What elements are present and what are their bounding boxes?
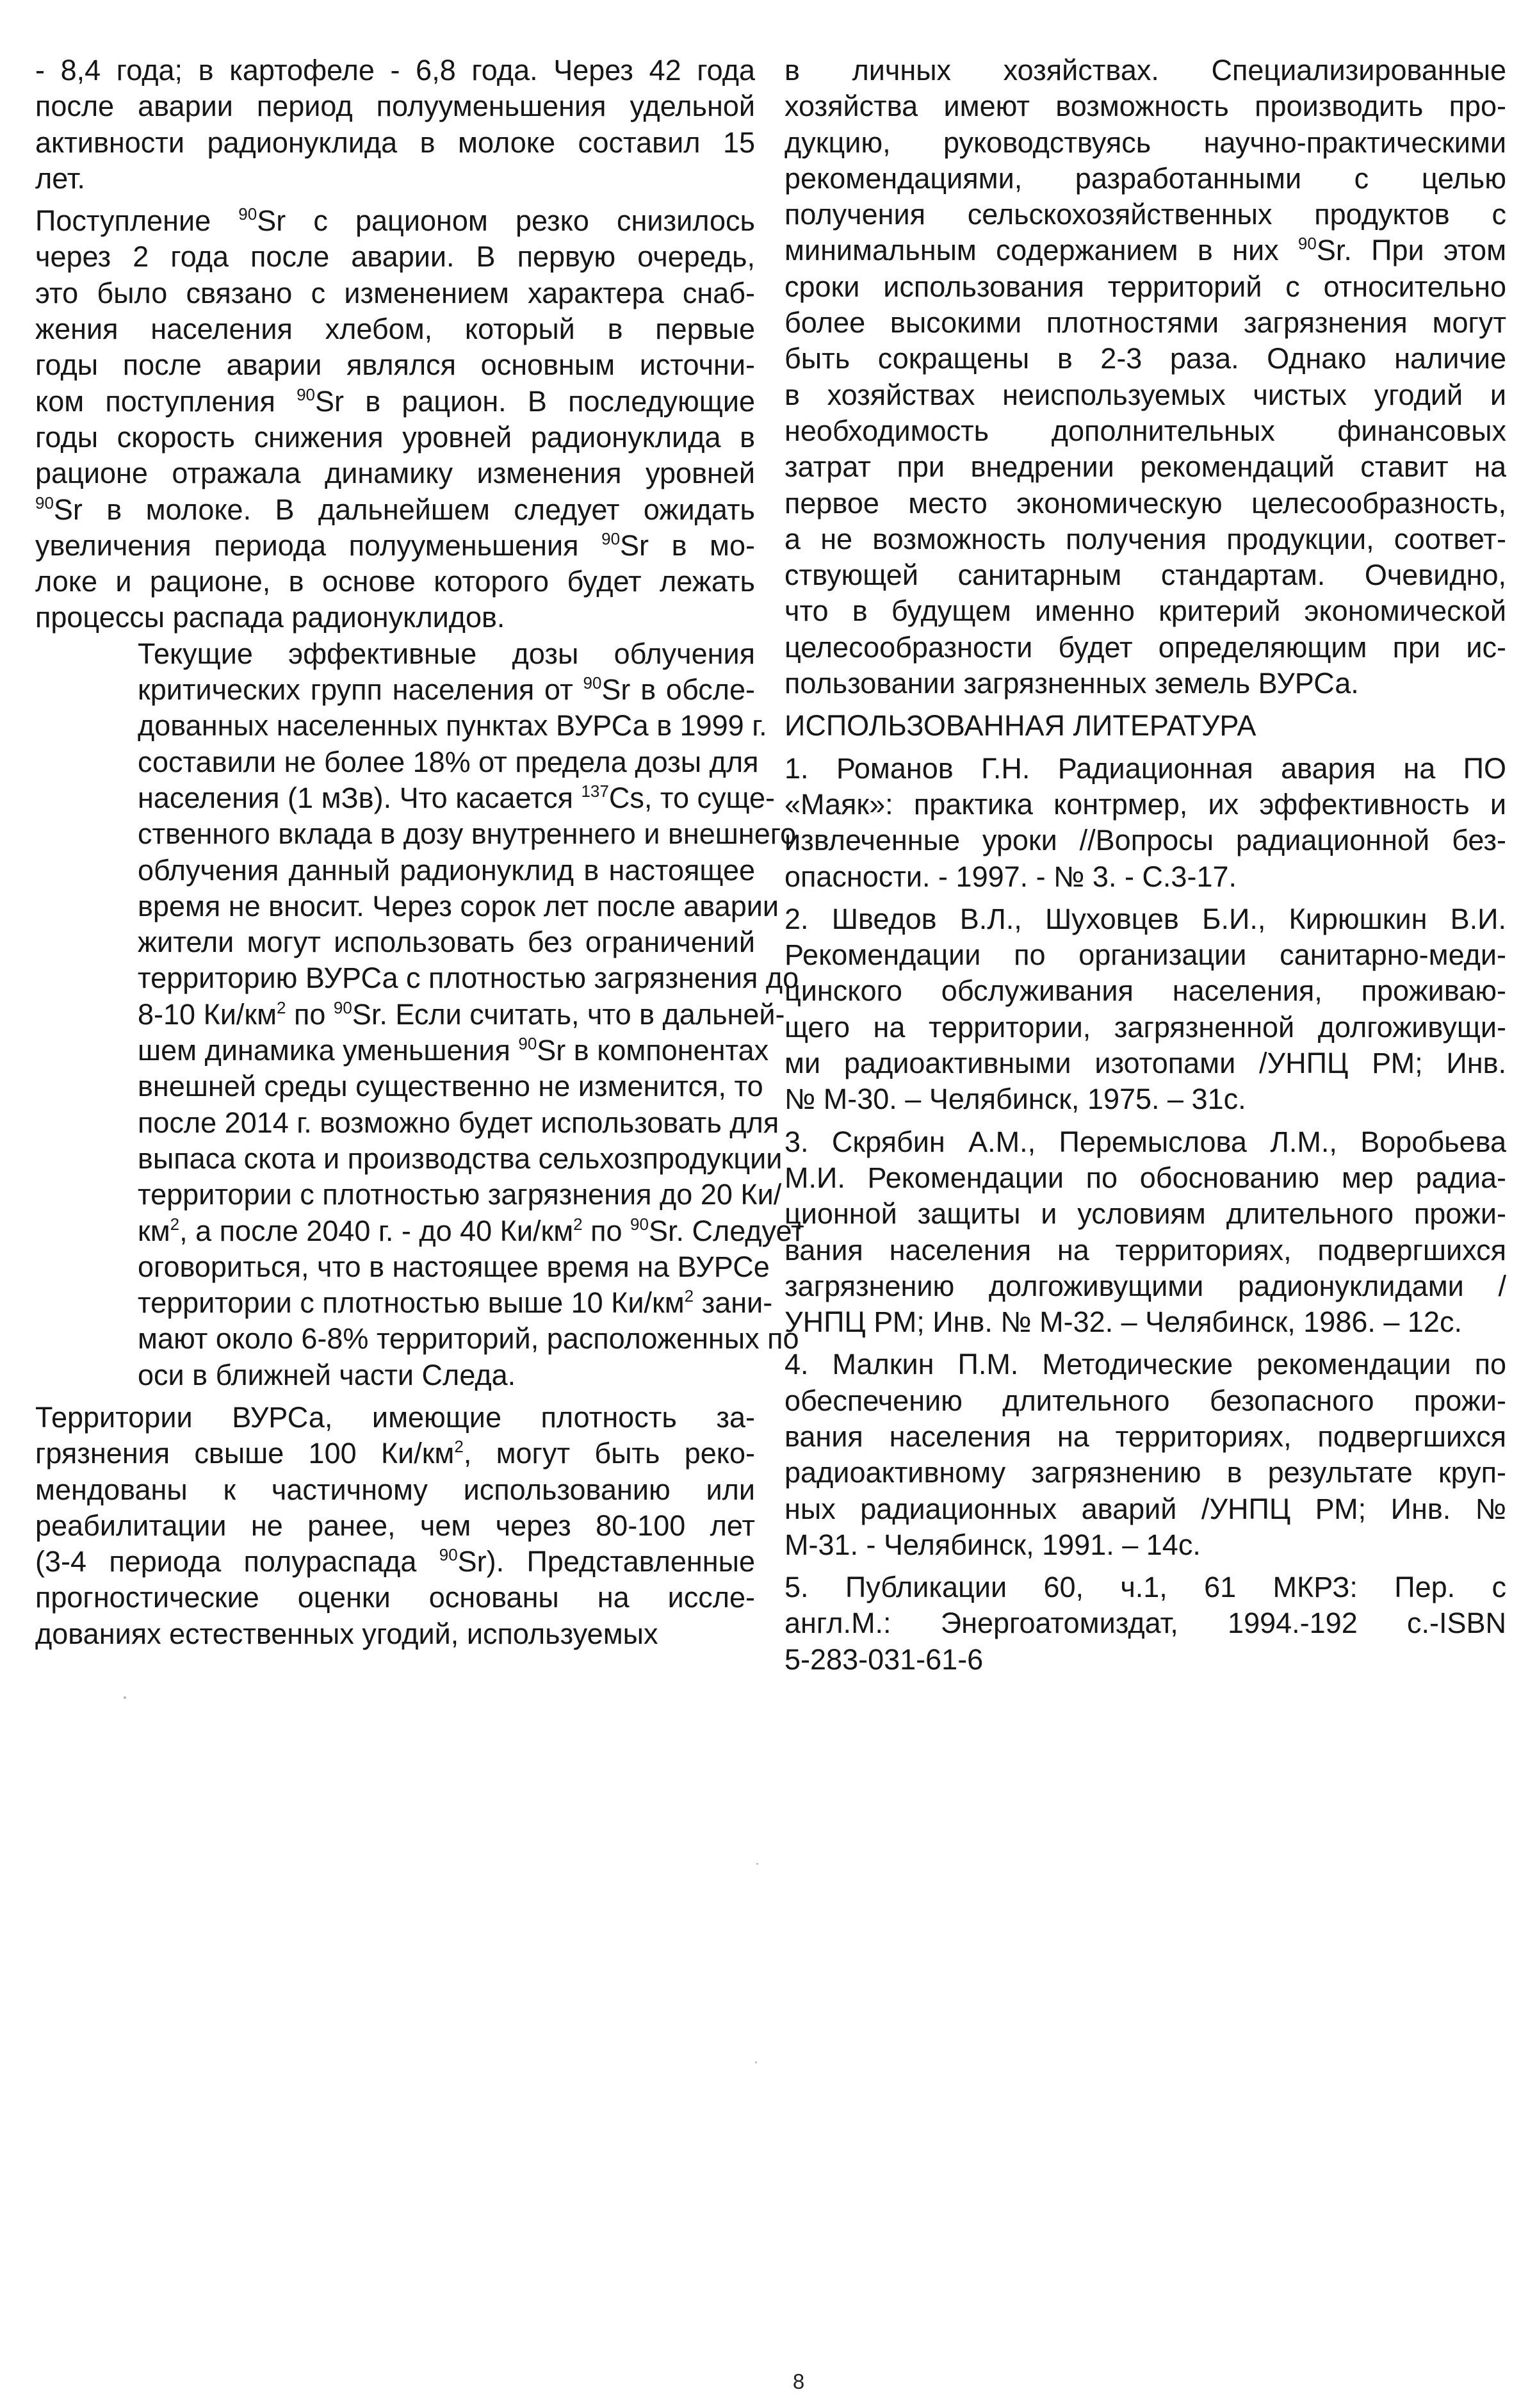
text-line <box>35 889 779 924</box>
text-segment: ствующей санитарным стандартам. Очевидно, <box>785 559 1506 592</box>
text-segment: зани- <box>694 1286 773 1320</box>
text-line <box>785 1196 1506 1232</box>
text-segment: Cs, то суще- <box>608 781 776 814</box>
paragraph <box>785 53 1506 701</box>
text-line <box>785 557 1506 593</box>
text-line <box>35 564 755 600</box>
text-line <box>785 1569 1506 1605</box>
right-text-column <box>785 53 1506 1678</box>
text-line <box>785 197 1506 233</box>
superscript: 2 <box>277 997 286 1017</box>
text-segment: опасности. - 1997. - № 3. - С.3-17. <box>785 860 1237 893</box>
text-segment: составили не более 18% от предела дозы для <box>138 745 759 778</box>
text-segment: минимальным содержанием в них <box>785 234 1298 267</box>
text-segment: по <box>286 997 334 1031</box>
text-line <box>785 1233 1506 1268</box>
text-segment: в хозяйствах неиспользуемых чистых угодий и <box>785 378 1506 411</box>
text-line <box>785 88 1506 124</box>
text-segment: дованных населенных пунктах ВУРСа в 1999 г. <box>138 709 767 742</box>
text-line <box>785 666 1506 701</box>
text-line <box>35 88 755 124</box>
text-line <box>785 823 1506 858</box>
text-line <box>785 1160 1506 1196</box>
text-segment: Sr. Если считать, что в дальней- <box>352 997 785 1031</box>
text-segment: мают около 6-8% территорий, расположенных по <box>138 1322 799 1356</box>
text-line <box>35 600 755 635</box>
text-segment: М.И. Рекомендации по обоснованию мер радиа- <box>785 1161 1506 1194</box>
text-segment: что в будущем именно критерий экономической <box>785 594 1506 628</box>
paragraph <box>785 1347 1506 1563</box>
text-line <box>35 672 755 708</box>
text-line <box>785 233 1506 268</box>
text-line <box>785 1527 1506 1563</box>
text-segment: внешней среды существенно не изменится, то <box>138 1070 763 1103</box>
text-line <box>35 1105 779 1141</box>
scan-speck <box>124 1696 126 1699</box>
text-line <box>785 1455 1506 1491</box>
text-segment: Территории ВУРСа, имеющие плотность за- <box>35 1400 755 1434</box>
superscript: 90 <box>601 528 621 548</box>
text-segment: прогностические оценки основаны на иссле- <box>35 1581 755 1614</box>
text-line <box>785 521 1506 557</box>
text-line <box>785 1491 1506 1527</box>
superscript: 90 <box>583 673 602 693</box>
superscript: 90 <box>35 493 54 512</box>
text-segment: - 8,4 года; в картофеле - 6,8 года. Через 42 года <box>35 54 755 86</box>
text-line <box>785 751 1506 787</box>
text-segment: «Маяк»: практика контрмер, их эффективность и <box>785 787 1506 821</box>
text-segment: дованиях естественных угодий, используемых <box>35 1617 658 1650</box>
text-segment: англ.М.: Энергоатомиздат, 1994.-192 с.-ISBN <box>785 1607 1506 1640</box>
text-line <box>785 1605 1506 1641</box>
text-segment: жения населения хлебом, который в первые <box>35 313 755 346</box>
text-line <box>785 937 1506 973</box>
page-number: 8 <box>792 2370 805 2393</box>
text-line <box>785 1268 1506 1304</box>
superscript: 90 <box>630 1214 649 1234</box>
text-line <box>785 973 1506 1009</box>
text-segment: , могут быть реко- <box>463 1437 755 1470</box>
text-line <box>785 269 1506 305</box>
text-line <box>35 384 755 420</box>
text-line <box>785 1304 1506 1340</box>
text-segment: территорию ВУРСа с плотностью загрязнения до <box>138 962 799 995</box>
text-segment: Текущие эффективные дозы облучения <box>138 637 755 670</box>
text-line <box>35 420 755 455</box>
text-segment: шем динамика уменьшения <box>138 1034 519 1067</box>
references-heading <box>785 708 1506 744</box>
text-line <box>35 347 755 383</box>
text-line <box>35 853 755 889</box>
text-segment: , а после 2040 г. - до 40 Ки/км <box>179 1214 574 1247</box>
text-segment: активности радионуклида в молоке составил 15 <box>35 126 755 159</box>
text-segment: радиоактивному загрязнению в результате круп- <box>785 1456 1506 1489</box>
text-segment: ИСПОЛЬЗОВАННАЯ ЛИТЕРАТУРА <box>785 709 1256 742</box>
text-segment: необходимость дополнительных финансовых <box>785 414 1506 447</box>
text-line <box>35 1616 755 1652</box>
text-line <box>35 924 755 960</box>
text-line <box>35 53 755 88</box>
text-line <box>35 492 755 528</box>
superscript: 90 <box>1297 234 1317 254</box>
text-segment: Sr в рацион. В последующие <box>315 384 755 418</box>
text-segment: Sr. Следует <box>648 1214 804 1247</box>
text-line <box>35 203 755 239</box>
text-segment: М-31. - Челябинск, 1991. – 14с. <box>785 1528 1201 1561</box>
text-segment: извлеченные уроки //Вопросы радиационной без- <box>785 824 1506 857</box>
text-segment: вания населения на территориях, подвергшихся <box>785 1420 1506 1453</box>
text-segment: рационе отражала динамику изменения уровней <box>35 457 755 490</box>
text-segment: 5-283-031-61-6 <box>785 1642 984 1676</box>
text-segment: загрязнению долгоживущими радионуклидами / <box>785 1269 1506 1302</box>
text-segment: затрат при внедрении рекомендаций ставит на <box>785 450 1506 484</box>
text-line <box>35 1436 755 1471</box>
text-segment: через 2 года после аварии. В первую очередь, <box>35 240 755 274</box>
text-segment: Поступление <box>35 204 239 238</box>
text-line <box>785 161 1506 197</box>
text-line <box>35 1213 804 1249</box>
superscript: 90 <box>333 997 352 1017</box>
text-segment: цинского обслуживания населения, проживаю- <box>785 974 1506 1008</box>
superscript: 90 <box>518 1034 537 1054</box>
text-segment: 2. Шведов В.Л., Шуховцев Б.И., Кирюшкин В.И. <box>785 902 1506 935</box>
text-segment: Sr в мо- <box>620 528 755 562</box>
text-segment: Sr с рационом резко снизилось <box>257 204 755 238</box>
paragraph <box>35 636 804 1393</box>
text-line <box>35 455 755 491</box>
text-segment: облучения данный радионуклид в настоящее <box>138 853 755 887</box>
text-segment: ком поступления <box>35 384 297 418</box>
text-segment: щего на территории, загрязненной долгоживущи- <box>785 1010 1506 1044</box>
superscript: 90 <box>238 204 257 224</box>
text-line <box>785 708 1506 744</box>
text-line <box>35 275 755 311</box>
text-line <box>35 1285 773 1321</box>
text-line <box>785 341 1506 377</box>
text-line <box>35 1357 755 1393</box>
paragraph <box>785 1569 1506 1678</box>
text-line <box>35 1544 755 1580</box>
text-segment: (3-4 периода полураспада <box>35 1545 439 1578</box>
scan-speck <box>756 1863 758 1865</box>
text-line <box>35 1249 770 1285</box>
superscript: 2 <box>454 1437 464 1457</box>
text-segment: км <box>138 1214 170 1247</box>
text-segment: хозяйства имеют возможность производить про- <box>785 90 1506 123</box>
text-line <box>35 1472 755 1508</box>
text-line <box>785 125 1506 161</box>
text-segment: выпаса скота и производства сельхозпродукции <box>138 1142 783 1175</box>
text-segment: увеличения периода полууменьшения <box>35 528 602 562</box>
text-line <box>785 1383 1506 1419</box>
text-line <box>35 1141 783 1177</box>
text-segment: это было связано с изменением характера снаб- <box>35 276 755 309</box>
text-line <box>785 1010 1506 1045</box>
text-line <box>35 1033 769 1069</box>
superscript: 2 <box>170 1214 180 1234</box>
text-segment: критических групп населения от <box>138 673 583 707</box>
text-line <box>35 1321 799 1357</box>
text-line <box>35 1400 755 1436</box>
text-segment: ных радиационных аварий /УНПЦ РМ; Инв. № <box>785 1492 1506 1525</box>
text-line <box>35 708 767 744</box>
text-segment: № М-30. – Челябинск, 1975. – 31с. <box>785 1083 1246 1116</box>
text-line <box>785 1081 1506 1117</box>
text-segment: Рекомендации по организации санитарно-меди- <box>785 938 1506 972</box>
text-line <box>35 1508 755 1544</box>
text-segment: территории с плотностью загрязнения до 20 Ки/ <box>138 1178 782 1211</box>
text-line <box>785 901 1506 937</box>
text-segment: 4. Малкин П.М. Методические рекомендации по <box>785 1348 1506 1381</box>
text-line <box>785 413 1506 449</box>
text-line <box>35 528 755 564</box>
text-line <box>785 859 1506 895</box>
text-segment: процессы распада радионуклидов. <box>35 601 505 634</box>
text-segment: после аварии период полууменьшения удельной <box>35 90 755 123</box>
text-line <box>785 1419 1506 1455</box>
text-segment: Sr в обсле- <box>601 673 755 707</box>
superscript: 2 <box>573 1214 583 1234</box>
text-line <box>785 593 1506 629</box>
text-line <box>785 1124 1506 1160</box>
left-text-column <box>35 53 804 1652</box>
text-line <box>35 1580 755 1616</box>
text-segment: мендованы к частичному использованию или <box>35 1473 755 1506</box>
text-line <box>785 305 1506 341</box>
paragraph <box>785 751 1506 895</box>
text-segment: а не возможность получения продукции, соответ- <box>785 522 1506 555</box>
text-segment: годы после аварии являлся основным источни- <box>35 348 755 382</box>
paragraph <box>35 53 755 197</box>
text-segment: время не вносит. Через сорок лет после аварии <box>138 889 779 922</box>
text-segment: населения (1 мЗв). Что касается <box>138 781 581 814</box>
superscript: 2 <box>684 1286 694 1306</box>
text-line <box>35 1069 763 1104</box>
text-segment: ционной защиты и условиям длительного прожи- <box>785 1197 1506 1231</box>
text-segment: ми радиоактивными изотопами /УНПЦ РМ; Инв. <box>785 1047 1506 1080</box>
text-line <box>35 960 799 996</box>
text-segment: локе и рационе, в основе которого будет лежать <box>35 565 755 598</box>
text-line <box>35 780 776 816</box>
text-line <box>35 636 755 672</box>
text-line <box>35 161 755 197</box>
text-line <box>785 1642 1506 1678</box>
text-segment: вания населения на территориях, подвергшихся <box>785 1233 1506 1266</box>
text-segment: годы скорость снижения уровней радионуклида в <box>35 420 755 454</box>
text-line <box>785 1045 1506 1081</box>
text-line <box>785 449 1506 485</box>
paragraph <box>35 203 755 636</box>
text-segment: пользовании загрязненных земель ВУРСа. <box>785 667 1359 700</box>
text-line <box>35 311 755 347</box>
text-segment: 5. Публикации 60, ч.1, 61 МКРЗ: Пер. с <box>785 1571 1506 1604</box>
text-segment: 8-10 Ки/км <box>138 997 277 1031</box>
text-line <box>35 239 755 275</box>
text-segment: быть сокращены в 2-3 раза. Однако наличие <box>785 342 1506 375</box>
text-segment: рекомендациями, разработанными с целью <box>785 161 1506 195</box>
text-segment: оговориться, что в настоящее время на ВУРСе <box>138 1250 770 1283</box>
text-segment: в личных хозяйствах. Специализированные <box>785 54 1506 86</box>
text-line <box>785 787 1506 823</box>
text-line <box>785 630 1506 666</box>
text-line <box>35 816 797 852</box>
text-segment: реабилитации не ранее, чем через 80-100 лет <box>35 1509 755 1542</box>
text-segment: 3. Скрябин А.М., Перемыслова Л.М., Воробьева <box>785 1125 1506 1158</box>
superscript: 90 <box>297 384 316 404</box>
text-line <box>785 53 1506 88</box>
text-line <box>35 125 755 161</box>
paragraph <box>35 1400 755 1652</box>
text-segment: целесообразности будет определяющим при ис- <box>785 630 1506 664</box>
text-line <box>785 377 1506 413</box>
text-segment: после 2014 г. возможно будет использовать для <box>138 1106 779 1139</box>
text-segment: Sr в молоке. В дальнейшем следует ожидать <box>53 493 755 526</box>
text-segment: территории с плотностью выше 10 Ки/км <box>138 1286 685 1320</box>
text-segment: сроки использования территорий с относительно <box>785 270 1506 303</box>
text-line <box>785 486 1506 521</box>
text-segment: грязнения свыше 100 Ки/км <box>35 1437 455 1470</box>
text-segment: обеспечению длительного безопасного прожи- <box>785 1384 1506 1417</box>
text-segment: Sr. При этом <box>1316 234 1507 267</box>
text-line <box>785 1347 1506 1382</box>
text-segment: первое место экономическую целесообразность, <box>785 486 1506 520</box>
text-segment: оси в ближней части Следа. <box>138 1358 516 1391</box>
text-segment: УНПЦ РМ; Инв. № М-32. – Челябинск, 1986. – 12с. <box>785 1306 1462 1339</box>
superscript: 90 <box>439 1545 458 1565</box>
text-segment: жители могут использовать без ограничений <box>138 926 755 959</box>
scan-speck <box>755 2061 757 2063</box>
text-line <box>35 1177 782 1213</box>
text-segment: по <box>582 1214 631 1247</box>
text-segment: более высокими плотностями загрязнения могут <box>785 306 1506 340</box>
paragraph <box>785 1124 1506 1341</box>
paragraph <box>785 901 1506 1118</box>
superscript: 137 <box>581 781 609 801</box>
text-segment: 1. Романов Г.Н. Радиационная авария на ПО <box>785 751 1506 785</box>
text-segment: дукцию, руководствуясь научно-практическими <box>785 126 1506 159</box>
text-line <box>35 997 785 1033</box>
text-segment: получения сельскохозяйственных продуктов с <box>785 198 1506 231</box>
text-segment: Sr). Представленные <box>457 1545 755 1578</box>
text-segment: Sr в компонентах <box>537 1034 769 1067</box>
text-segment: лет. <box>35 161 85 195</box>
text-segment: ственного вклада в дозу внутреннего и внешнего <box>138 817 797 851</box>
text-line <box>35 744 759 780</box>
